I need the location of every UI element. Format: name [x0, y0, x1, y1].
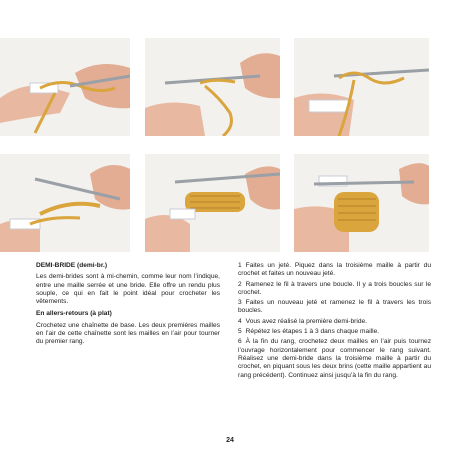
step-number: 6: [238, 338, 242, 346]
step-text: Vous avez réalisé la première demi-bride.: [245, 317, 367, 325]
step-photo-3: [294, 38, 429, 136]
step-text: Ramenez le fil à travers une boucle. Il y a trois boucles sur le crochet.: [238, 280, 431, 296]
step-3: [238, 299, 431, 316]
step-text: Faites un nouveau jeté et ramenez le fil à travers les trois boucles.: [238, 299, 431, 315]
stitch-title: DEMI-BRIDE (demi-br.): [36, 262, 108, 269]
left-text-column: [36, 262, 220, 351]
step-6: [238, 338, 431, 379]
step-photo-6: [294, 154, 429, 252]
step-photo-1: [0, 38, 130, 136]
photo-grid: [0, 38, 460, 238]
step-photo-2: [145, 38, 280, 136]
section-body: Crochetez une chaînette de base. Les deux premières mailles en l’air de cette chaînette sont les mailles en l’air pour tourner du premier rang.: [36, 321, 220, 346]
step-text: À la fin du rang, crochetez deux mailles en l’air puis tournez l’ouvrage horizontalement pour commencer le rang suivant. Réalisez une demi-bride dans la troisième maille à partir du crochet, en piquant sous les deux brins (cette maille appartient au rang précédent). Continuez ainsi jusqu’à la fin du rang.: [238, 338, 431, 379]
section-subtitle: En allers-retours (à plat): [36, 310, 112, 318]
step-number: 4: [238, 317, 242, 325]
step-number: 1: [238, 262, 242, 269]
step-text: Faites un jeté. Piquez dans la troisième maille à partir du crochet et faites un nouveau jeté.: [238, 262, 431, 278]
page-number: 24: [226, 437, 234, 444]
step-photo-4: [0, 154, 130, 252]
step-5: [238, 328, 431, 336]
step-photo-5: [145, 154, 280, 252]
step-number: 2: [238, 280, 242, 288]
step-4: [238, 318, 431, 326]
step-number: 5: [238, 328, 242, 336]
step-text: Répétez les étapes 1 à 3 dans chaque maille.: [245, 328, 380, 336]
step-1: [238, 262, 431, 279]
steps-column: [238, 262, 431, 382]
step-2: [238, 281, 431, 298]
step-number: 3: [238, 299, 242, 307]
stitch-intro: Les demi-brides sont à mi-chemin, comme leur nom l’indique, entre une maille serrée et une bride. Elle offre un rendu plus souple, ce qui en fait le point idéal pour crocheter les vêtements.: [36, 273, 220, 306]
